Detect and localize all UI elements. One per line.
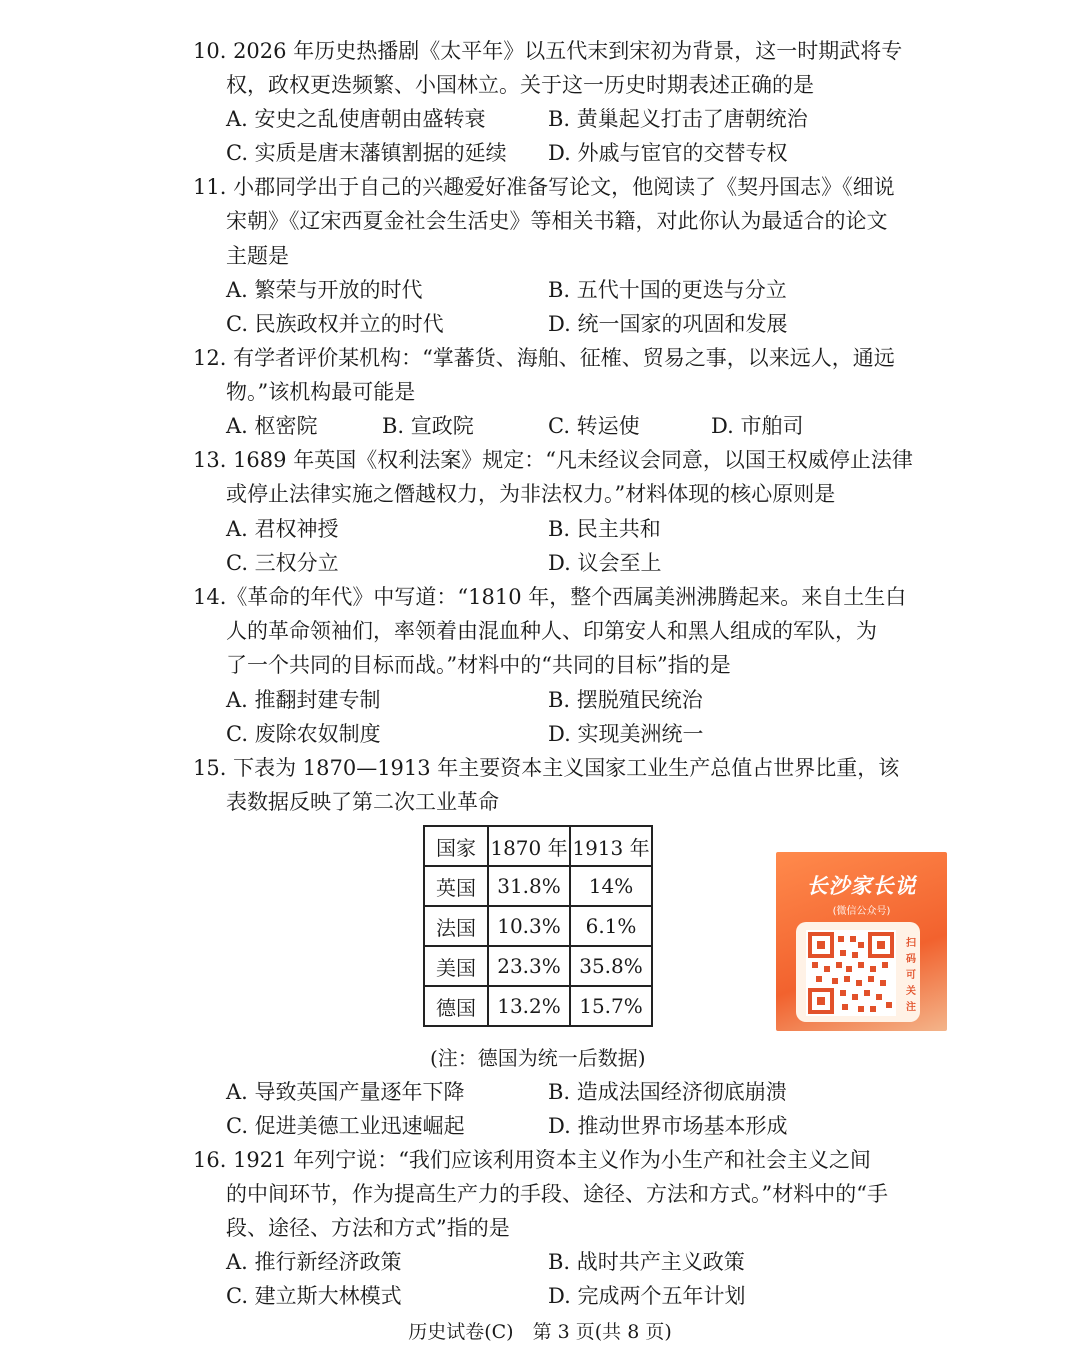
q12-stem-line-2: 物。”该机构最可能是 bbox=[226, 380, 416, 404]
ad-side-char: 扫 bbox=[906, 938, 916, 949]
q13-stem-line-2: 或停止法律实施之僭越权力，为非法权力。”材料体现的核心原则是 bbox=[226, 482, 836, 506]
ad-side-char: 可 bbox=[906, 970, 916, 981]
q11-option-c: C. 民族政权并立的时代 bbox=[226, 312, 444, 336]
industry-share-table bbox=[423, 825, 653, 1027]
q16-stem-line-1: 16. 1921 年列宁说：“我们应该利用资本主义作为小生产和社会主义之间 bbox=[193, 1148, 871, 1172]
q11-stem-line-1: 11. 小郡同学出于自己的兴趣爱好准备写论文，他阅读了《契丹国志》《细说 bbox=[193, 175, 895, 199]
table-cell: 10.3% bbox=[488, 906, 570, 946]
ad-side-char: 注 bbox=[906, 1002, 916, 1013]
q13-option-b: B. 民主共和 bbox=[548, 517, 661, 541]
table-cell: 15.7% bbox=[570, 986, 652, 1026]
q13-stem-line-1: 13. 1689 年英国《权利法案》规定：“凡未经议会同意，以国王权威停止法律 bbox=[193, 448, 913, 472]
q10-option-d: D. 外戚与宦官的交替专权 bbox=[548, 141, 788, 165]
table-row bbox=[424, 986, 652, 1026]
ad-title: 长沙家长说 bbox=[806, 874, 917, 898]
table-cell: 35.8% bbox=[570, 946, 652, 986]
table-cell: 德国 bbox=[424, 986, 488, 1026]
table-header-cell: 国家 bbox=[424, 826, 488, 866]
wechat-qr-ad[interactable] bbox=[776, 852, 947, 1031]
ad-side-char: 码 bbox=[906, 954, 916, 965]
q16-option-b: B. 战时共产主义政策 bbox=[548, 1250, 745, 1274]
q13-option-d: D. 议会至上 bbox=[548, 551, 662, 575]
q14-stem-line-2: 人的革命领袖们，率领着由混血种人、印第安人和黑人组成的军队，为 bbox=[226, 619, 877, 643]
q10-option-b: B. 黄巢起义打击了唐朝统治 bbox=[548, 107, 808, 131]
q16-stem-line-2: 的中间环节，作为提高生产力的手段、途径、方法和方式。”材料中的“手 bbox=[226, 1182, 888, 1206]
table-header-row bbox=[424, 826, 652, 866]
q11-option-d: D. 统一国家的巩固和发展 bbox=[548, 312, 788, 336]
q14-option-b: B. 摆脱殖民统治 bbox=[548, 688, 703, 712]
table-cell: 美国 bbox=[424, 946, 488, 986]
q11-option-a: A. 繁荣与开放的时代 bbox=[226, 278, 423, 302]
q10-stem-line-1: 10. 2026 年历史热播剧《太平年》以五代末到宋初为背景，这一时期武将专 bbox=[193, 39, 903, 63]
q14-stem-line-1: 14.《革命的年代》中写道：“1810 年，整个西属美洲沸腾起来。来自土生白 bbox=[193, 585, 907, 609]
table-cell: 14% bbox=[570, 866, 652, 906]
q11-stem-line-2: 宋朝》《辽宋西夏金社会生活史》等相关书籍，对此你认为最适合的论文 bbox=[226, 209, 888, 233]
q16-option-a: A. 推行新经济政策 bbox=[226, 1250, 402, 1274]
q14-option-c: C. 废除农奴制度 bbox=[226, 722, 381, 746]
ad-side-char: 关 bbox=[906, 986, 916, 997]
q13-option-c: C. 三权分立 bbox=[226, 551, 339, 575]
table-cell: 23.3% bbox=[488, 946, 570, 986]
q13-option-a: A. 君权神授 bbox=[226, 517, 339, 541]
q12-option-d: D. 市舶司 bbox=[711, 414, 804, 438]
q15-stem-line-2: 表数据反映了第二次工业革命 bbox=[226, 790, 499, 814]
q14-stem-line-3: 了一个共同的目标而战。”材料中的“共同的目标”指的是 bbox=[226, 653, 731, 677]
q10-option-a: A. 安史之乱使唐朝由盛转衰 bbox=[226, 107, 486, 131]
q16-option-c: C. 建立斯大林模式 bbox=[226, 1284, 402, 1308]
ad-subtitle: (微信公众号) bbox=[832, 906, 891, 917]
page-footer: 历史试卷(C) 第 3 页(共 8 页) bbox=[408, 1321, 672, 1343]
q12-option-b: B. 宣政院 bbox=[382, 414, 474, 438]
table-header-cell: 1913 年 bbox=[570, 826, 652, 866]
q15-stem-line-1: 15. 下表为 1870—1913 年主要资本主义国家工业生产总值占世界比重，该 bbox=[193, 756, 900, 780]
table-row bbox=[424, 946, 652, 986]
table-note: (注：德国为统一后数据) bbox=[430, 1046, 646, 1070]
table-row bbox=[424, 906, 652, 946]
q12-option-a: A. 枢密院 bbox=[226, 414, 318, 438]
q14-option-d: D. 实现美洲统一 bbox=[548, 722, 704, 746]
table-cell: 31.8% bbox=[488, 866, 570, 906]
q16-option-d: D. 完成两个五年计划 bbox=[548, 1284, 746, 1308]
q15-option-b: B. 造成法国经济彻底崩溃 bbox=[548, 1080, 787, 1104]
q10-option-c: C. 实质是唐末藩镇割据的延续 bbox=[226, 141, 507, 165]
q12-option-c: C. 转运使 bbox=[548, 414, 640, 438]
q10-stem-line-2: 权，政权更迭频繁、小国林立。关于这一历史时期表述正确的是 bbox=[226, 73, 814, 97]
q15-option-c: C. 促进美德工业迅速崛起 bbox=[226, 1114, 465, 1138]
q15-option-d: D. 推动世界市场基本形成 bbox=[548, 1114, 788, 1138]
qr-code-icon[interactable] bbox=[806, 930, 896, 1016]
table-cell: 法国 bbox=[424, 906, 488, 946]
q11-stem-line-3: 主题是 bbox=[226, 244, 289, 268]
ad-side-text bbox=[904, 936, 918, 1016]
q15-option-a: A. 导致英国产量逐年下降 bbox=[226, 1080, 465, 1104]
q12-stem-line-1: 12. 有学者评价某机构：“掌蕃货、海舶、征榷、贸易之事，以来远人，通远 bbox=[193, 346, 895, 370]
table-cell: 6.1% bbox=[570, 906, 652, 946]
table-cell: 13.2% bbox=[488, 986, 570, 1026]
q11-option-b: B. 五代十国的更迭与分立 bbox=[548, 278, 787, 302]
q16-stem-line-3: 段、途径、方法和方式”指的是 bbox=[226, 1216, 510, 1240]
table-header-cell: 1870 年 bbox=[488, 826, 570, 866]
q14-option-a: A. 推翻封建专制 bbox=[226, 688, 381, 712]
table-row bbox=[424, 866, 652, 906]
table-cell: 英国 bbox=[424, 866, 488, 906]
